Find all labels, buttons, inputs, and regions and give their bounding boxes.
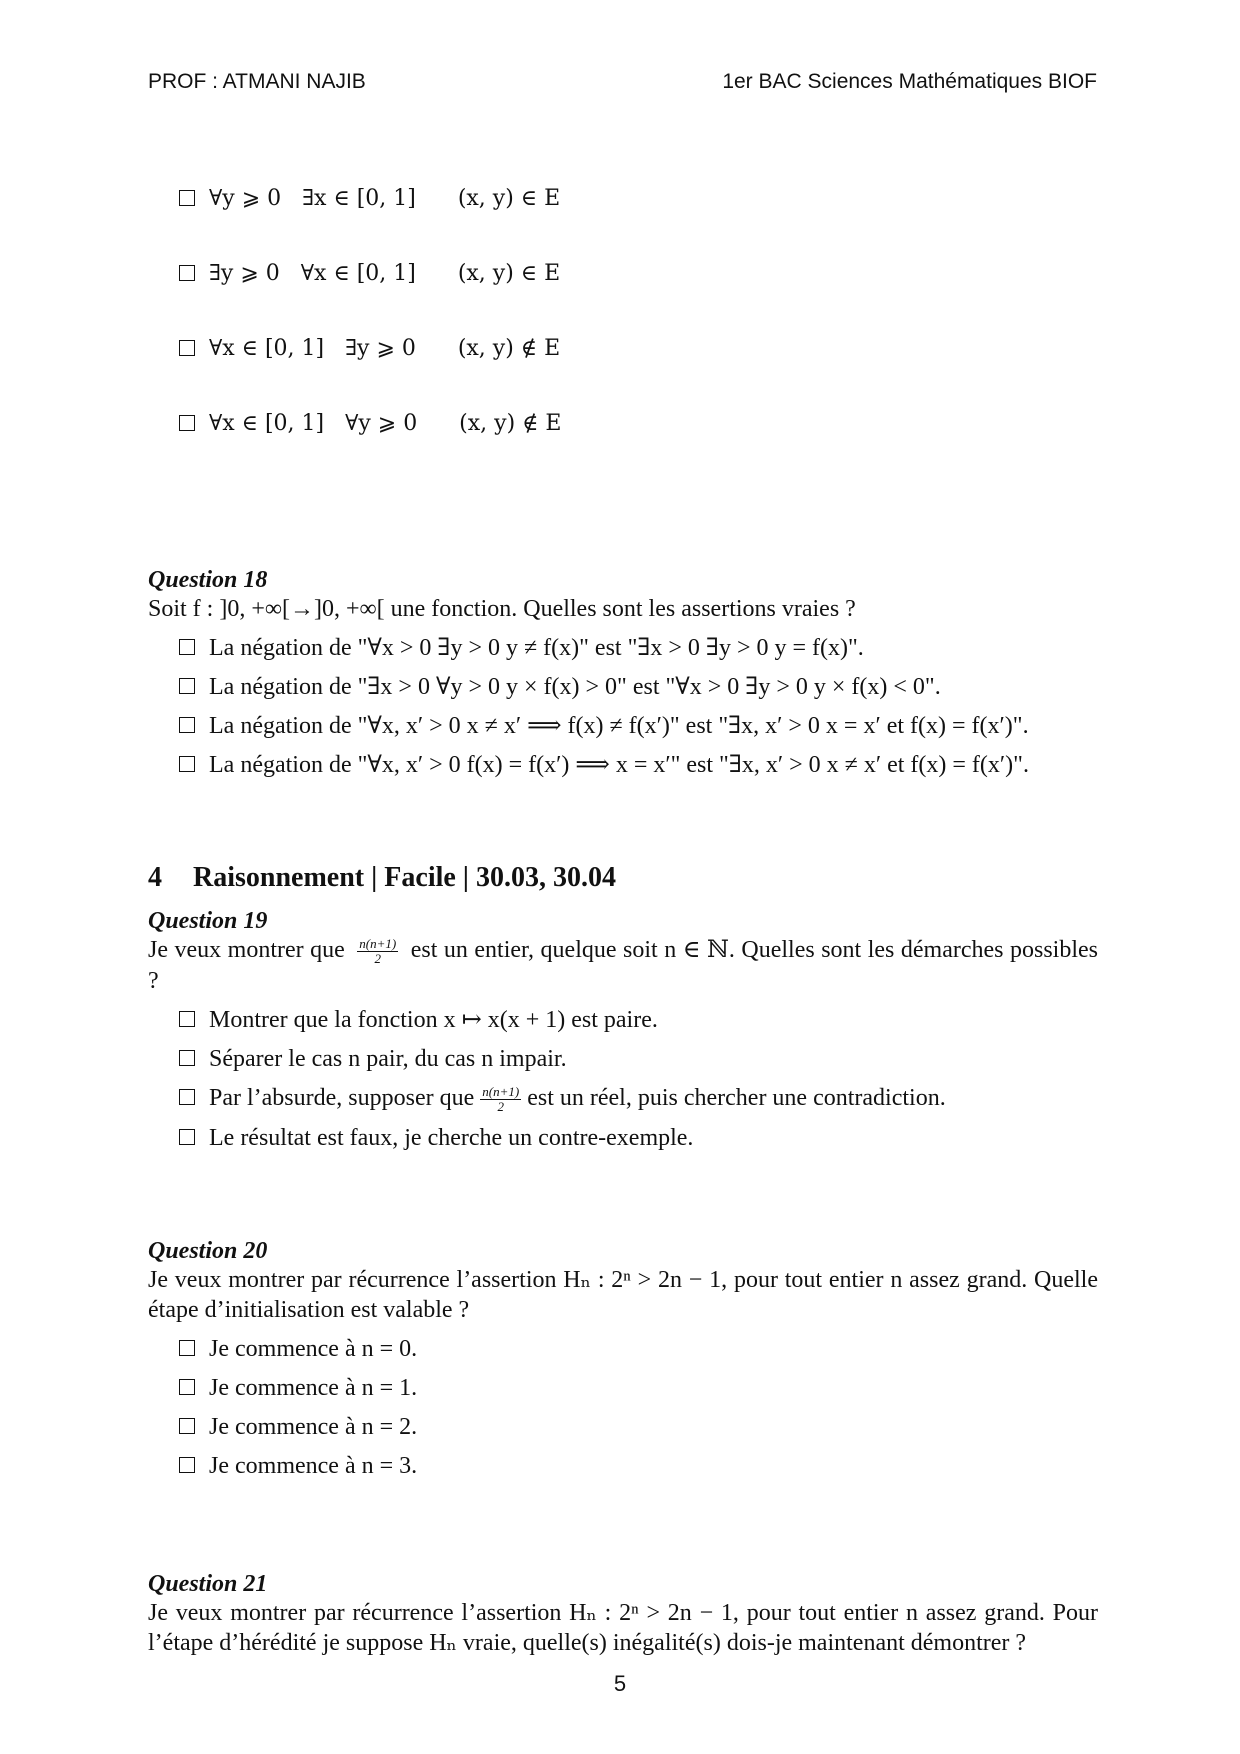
- fraction-numerator: n(n+1): [482, 1083, 520, 1099]
- option-text: ∀x ∈ [0, 1] ∃y ⩾ 0 (x, y) ∉ E: [209, 336, 561, 361]
- option-text: Par l’absurde, supposer que: [209, 1084, 475, 1111]
- page-content: [148, 148, 1098, 1667]
- checkbox[interactable]: [179, 1340, 195, 1356]
- question-20-options: [148, 1334, 1098, 1481]
- option-text: ∀x ∈ [0, 1] ∀y ⩾ 0 (x, y) ∉ E: [209, 411, 562, 436]
- option-text: La négation de "∀x > 0 ∃y > 0 y ≠ f(x)" est "∃x > 0 ∃y > 0 y = f(x)".: [209, 635, 864, 661]
- question-19-text-after: est un entier, quelque soit n ∈ ℕ. Quelles sont les démarches possibles ?: [148, 937, 1098, 994]
- fraction-denominator: 2: [374, 950, 381, 966]
- option: [148, 1334, 1098, 1364]
- option: [148, 672, 1098, 702]
- checkbox[interactable]: [179, 1379, 195, 1395]
- option: [148, 259, 1098, 289]
- option-text: Je commence à n = 3.: [209, 1452, 418, 1479]
- option: [148, 1083, 1098, 1114]
- option-text: Montrer que la fonction x ↦ x(x + 1) est paire.: [209, 1006, 658, 1033]
- option-text: Le résultat est faux, je cherche un contre-exemple.: [209, 1124, 694, 1151]
- checkbox[interactable]: [179, 717, 195, 733]
- option-text-after: est un réel, puis chercher une contradiction.: [527, 1084, 946, 1111]
- option-text: ∃y ⩾ 0 ∀x ∈ [0, 1] (x, y) ∈ E: [209, 261, 561, 286]
- question-19-text: [148, 935, 1098, 996]
- fraction: [357, 937, 398, 966]
- option: [148, 1044, 1098, 1074]
- checkbox[interactable]: [179, 678, 195, 694]
- checkbox[interactable]: [179, 1011, 195, 1027]
- option-text: La négation de "∀x, x′ > 0 x ≠ x′ ⟹ f(x) ≠ f(x′)" est "∃x, x′ > 0 x = x′ et f(x) = f(x′)".: [209, 713, 1029, 739]
- checkbox[interactable]: [179, 1418, 195, 1434]
- checkbox[interactable]: [179, 340, 195, 356]
- option-text: Je commence à n = 2.: [209, 1413, 418, 1440]
- option: [148, 1005, 1098, 1035]
- option-text: Je commence à n = 0.: [209, 1335, 418, 1362]
- checkbox[interactable]: [179, 265, 195, 281]
- option: [148, 1123, 1098, 1153]
- checkbox[interactable]: [179, 1089, 195, 1105]
- question-18-title: Question 18: [148, 567, 268, 593]
- question-19-title: Question 19: [148, 908, 268, 934]
- option-text: La négation de "∀x, x′ > 0 f(x) = f(x′) ⟹ x = x′" est "∃x, x′ > 0 x ≠ x′ et f(x) = f(x′)".: [209, 752, 1029, 778]
- section-title: Raisonnement | Facile | 30.03, 30.04: [193, 862, 616, 893]
- question-18-options: [148, 633, 1098, 780]
- checkbox[interactable]: [179, 1457, 195, 1473]
- question-19-text-before: Je veux montrer que: [148, 937, 345, 963]
- option-text: La négation de "∃x > 0 ∀y > 0 y × f(x) > 0" est "∀x > 0 ∃y > 0 y × f(x) < 0".: [209, 674, 941, 700]
- question-21-title: Question 21: [148, 1570, 268, 1597]
- header-course: 1er BAC Sciences Mathématiques BIOF: [722, 70, 1097, 93]
- option: [148, 711, 1098, 741]
- option: [148, 633, 1098, 663]
- option: [148, 1412, 1098, 1442]
- option: [148, 1373, 1098, 1403]
- question-20-text: Je veux montrer par récurrence l’assertion Hₙ : 2ⁿ > 2n − 1, pour tout entier n assez grand. Quelle étape d’initialisation est valable ?: [148, 1266, 1098, 1323]
- option-text: Séparer le cas n pair, du cas n impair.: [209, 1045, 567, 1072]
- checkbox[interactable]: [179, 756, 195, 772]
- checkbox[interactable]: [179, 1129, 195, 1145]
- fraction-numerator: n(n+1): [359, 935, 397, 951]
- option: [148, 184, 1098, 214]
- option: [148, 1451, 1098, 1481]
- header-author: PROF : ATMANI NAJIB: [148, 70, 366, 93]
- option-text: ∀y ⩾ 0 ∃x ∈ [0, 1] (x, y) ∈ E: [209, 186, 561, 211]
- question-21-text: Je veux montrer par récurrence l’assertion Hₙ : 2ⁿ > 2n − 1, pour tout entier n assez grand. Pour l’étape d’hérédité je suppose Hₙ vraie, quelle(s) inégalité(s) dois-je maintenant démontrer ?: [148, 1599, 1098, 1656]
- page-number: 5: [613, 1671, 627, 1696]
- checkbox[interactable]: [179, 639, 195, 655]
- option-text: Je commence à n = 1.: [209, 1374, 418, 1401]
- fraction: [480, 1085, 521, 1114]
- previous-question-options: [148, 148, 1098, 484]
- section-number: 4: [148, 862, 162, 893]
- question-18-text: Soit f : ]0, +∞[→]0, +∞[ une fonction. Quelles sont les assertions vraies ?: [148, 596, 856, 622]
- option: [148, 750, 1098, 780]
- section-heading: [148, 861, 1098, 895]
- fraction-denominator: 2: [497, 1098, 504, 1114]
- checkbox[interactable]: [179, 415, 195, 431]
- checkbox[interactable]: [179, 190, 195, 206]
- question-19-options: [148, 1005, 1098, 1153]
- question-20-title: Question 20: [148, 1237, 268, 1264]
- option: [148, 409, 1098, 439]
- checkbox[interactable]: [179, 1050, 195, 1066]
- option: [148, 334, 1098, 364]
